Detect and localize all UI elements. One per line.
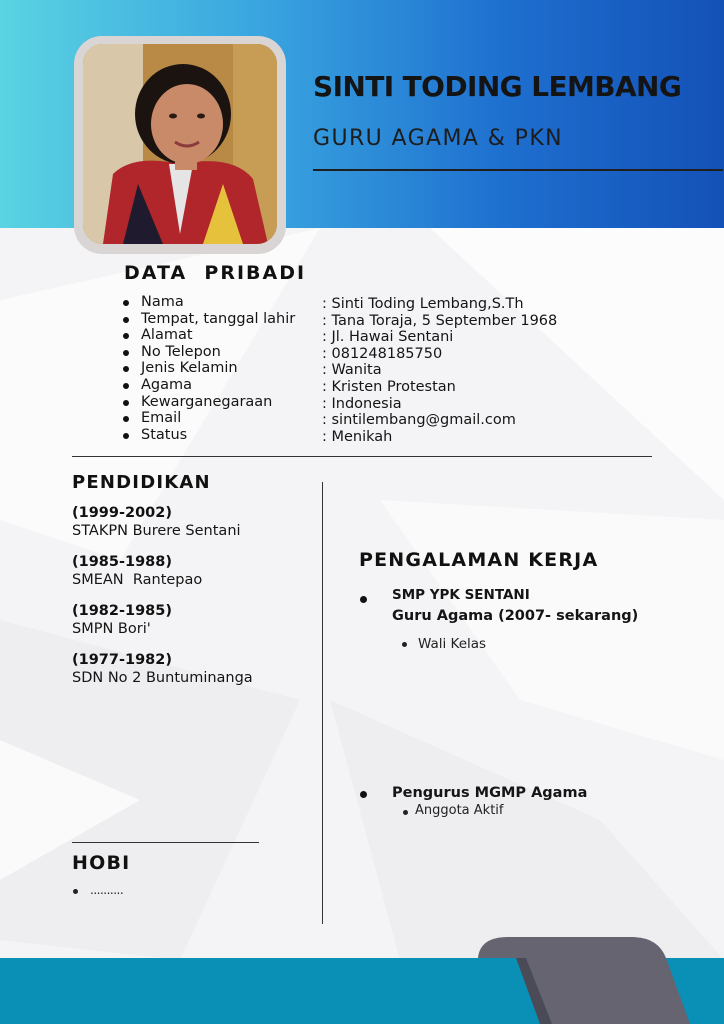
education-item (72, 553, 312, 589)
experience-heading: PENGALAMAN KERJA (359, 549, 599, 571)
hobby-divider (72, 842, 259, 843)
experience-detail: Wali Kelas (418, 636, 487, 652)
personal-label-status: Status (120, 427, 295, 444)
personal-value-birth: : Tana Toraja, 5 September 1968 (322, 312, 558, 329)
education-school: SMEAN Rantepao (72, 572, 203, 588)
footer-band (0, 958, 724, 1024)
experience-employer: Pengurus MGMP Agama (392, 785, 588, 801)
personal-labels-list (120, 294, 295, 443)
education-school: SDN No 2 Buntuminanga (72, 670, 253, 686)
personal-label-citizenship: Kewarganegaraan (120, 394, 295, 411)
section-divider (72, 456, 652, 457)
hobby-item: .......... (90, 883, 124, 897)
personal-value-citizenship: : Indonesia (322, 395, 402, 412)
personal-value-religion: : Kristen Protestan (322, 378, 456, 395)
personal-value-email[interactable]: : sintilembang@gmail.com (322, 412, 516, 429)
personal-label-address: Alamat (120, 327, 295, 344)
education-years: (1999-2002) (72, 505, 172, 521)
personal-values-list (322, 296, 557, 445)
hobby-heading: HOBI (72, 852, 131, 874)
personal-label-religion: Agama (120, 377, 295, 394)
education-years: (1977-1982) (72, 652, 172, 668)
personal-value-gender: : Wanita (322, 362, 382, 379)
education-item (72, 504, 312, 540)
education-years: (1982-1985) (72, 603, 172, 619)
column-divider (322, 482, 323, 924)
personal-value-address: : Jl. Hawai Sentani (322, 329, 454, 346)
education-school: SMPN Bori' (72, 621, 151, 637)
job-title: GURU AGAMA & PKN (313, 126, 564, 151)
personal-label-gender: Jenis Kelamin (120, 360, 295, 377)
person-name: SINTI TODING LEMBANG (313, 70, 682, 103)
profile-photo (83, 44, 277, 244)
experience-employer: SMP YPK SENTANI (392, 587, 530, 603)
personal-label-email: Email (120, 410, 295, 427)
education-item (72, 651, 312, 687)
header-divider (313, 169, 723, 171)
profile-photo-frame (74, 36, 286, 254)
experience-bullet (360, 596, 367, 603)
personal-label-phone: No Telepon (120, 344, 295, 361)
education-years: (1985-1988) (72, 554, 172, 570)
personal-value-status: : Menikah (322, 428, 393, 445)
personal-value-name: : Sinti Toding Lembang,S.Th (322, 296, 524, 312)
education-item (72, 602, 312, 638)
personal-label-name: Nama (120, 294, 295, 311)
hobby-bullet (73, 889, 78, 894)
experience-detail-bullet (402, 642, 407, 647)
experience-role: Guru Agama (2007- sekarang) (392, 608, 639, 624)
personal-label-birth: Tempat, tanggal lahir (120, 311, 295, 328)
experience-detail: Anggota Aktif (415, 803, 504, 818)
personal-data-heading: DATA PRIBADI (124, 262, 307, 284)
education-heading: PENDIDIKAN (72, 472, 211, 493)
education-school: STAKPN Burere Sentani (72, 523, 241, 539)
experience-bullet (360, 791, 367, 798)
personal-value-phone: : 081248185750 (322, 345, 443, 362)
experience-detail-bullet (403, 810, 408, 815)
